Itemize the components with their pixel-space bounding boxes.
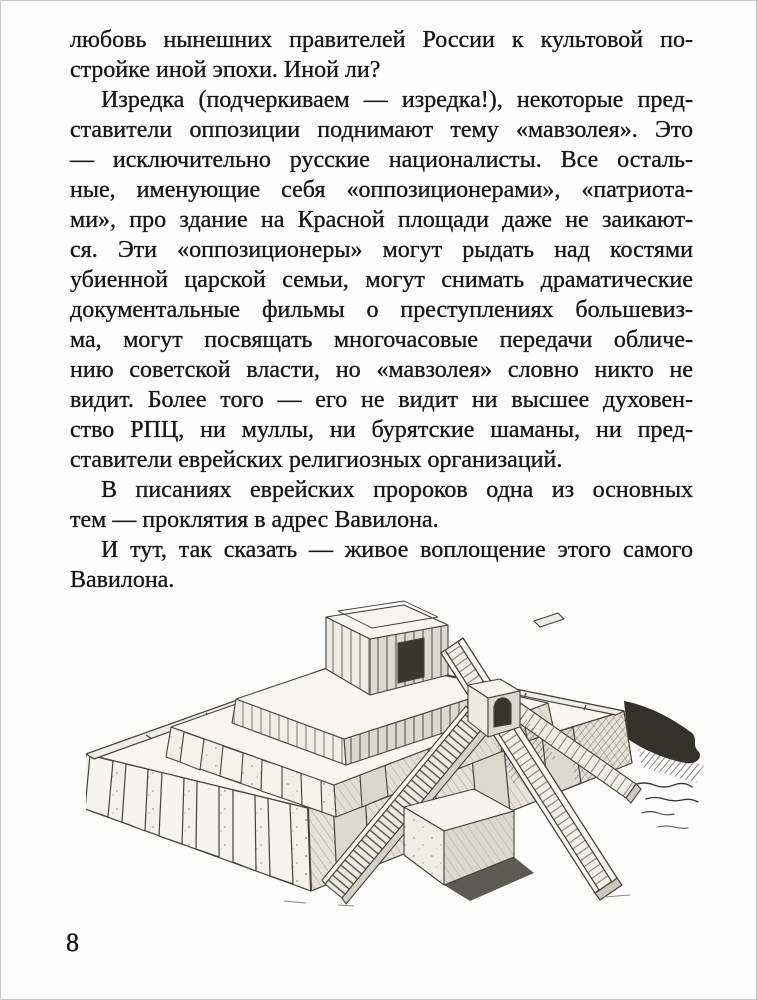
- text-line: любовь нынешних правителей России к культовой по-: [70, 27, 693, 53]
- text-line: ми», про здание на Красной площади даже не заикают-: [70, 207, 693, 233]
- text-line: ство РПЦ, ни муллы, ни бурятские шаманы, ни пред-: [70, 417, 693, 443]
- text-line: документальные фильмы о преступлениях большевиз-: [70, 297, 693, 323]
- text-line: ные, именующие себя «оппозиционерами», «патриота-: [70, 177, 693, 203]
- ziggurat-drawing-svg: [86, 599, 706, 909]
- text-line: И тут, так сказать — живое воплощение этого самого: [101, 537, 693, 563]
- text-line: ся. Эти «оппозиционеры» могут рыдать над костями: [70, 237, 693, 263]
- temple-door: [398, 638, 424, 683]
- text-line: ставители оппозиции поднимают тему «мавзолея». Это: [70, 117, 693, 143]
- text-line: стройке иной эпохи. Иной ли?: [70, 57, 381, 83]
- ground-shadow: [624, 701, 704, 828]
- ground-lines: [284, 895, 630, 906]
- ziggurat-illustration: [86, 599, 706, 909]
- text-line: ставители еврейских религиозных организаций.: [70, 447, 563, 473]
- text-line: Вавилона.: [70, 567, 175, 593]
- text-line: тем — проклятия в адрес Вавилона.: [70, 507, 439, 533]
- text-line: Изредка (подчеркиваем — изредка!), некоторые пред-: [101, 87, 693, 113]
- page-number: 8: [66, 928, 79, 957]
- gate-arch: [494, 698, 511, 727]
- text-line: убиенной царской семьи, могут снимать драматические: [70, 267, 693, 293]
- text-block: [70, 25, 693, 595]
- text-line: — исключительно русские националисты. Все осталь-: [70, 147, 693, 173]
- text-line: нию советской власти, но «мавзолея» словно никто не: [70, 357, 693, 383]
- text-line: ма, могут посвящать многочасовые передачи обличе-: [70, 327, 693, 353]
- text-line: В писаниях еврейских пророков одна из основных: [101, 477, 693, 503]
- text-line: видит. Более того — его не видит ни высшее духовен-: [70, 387, 693, 413]
